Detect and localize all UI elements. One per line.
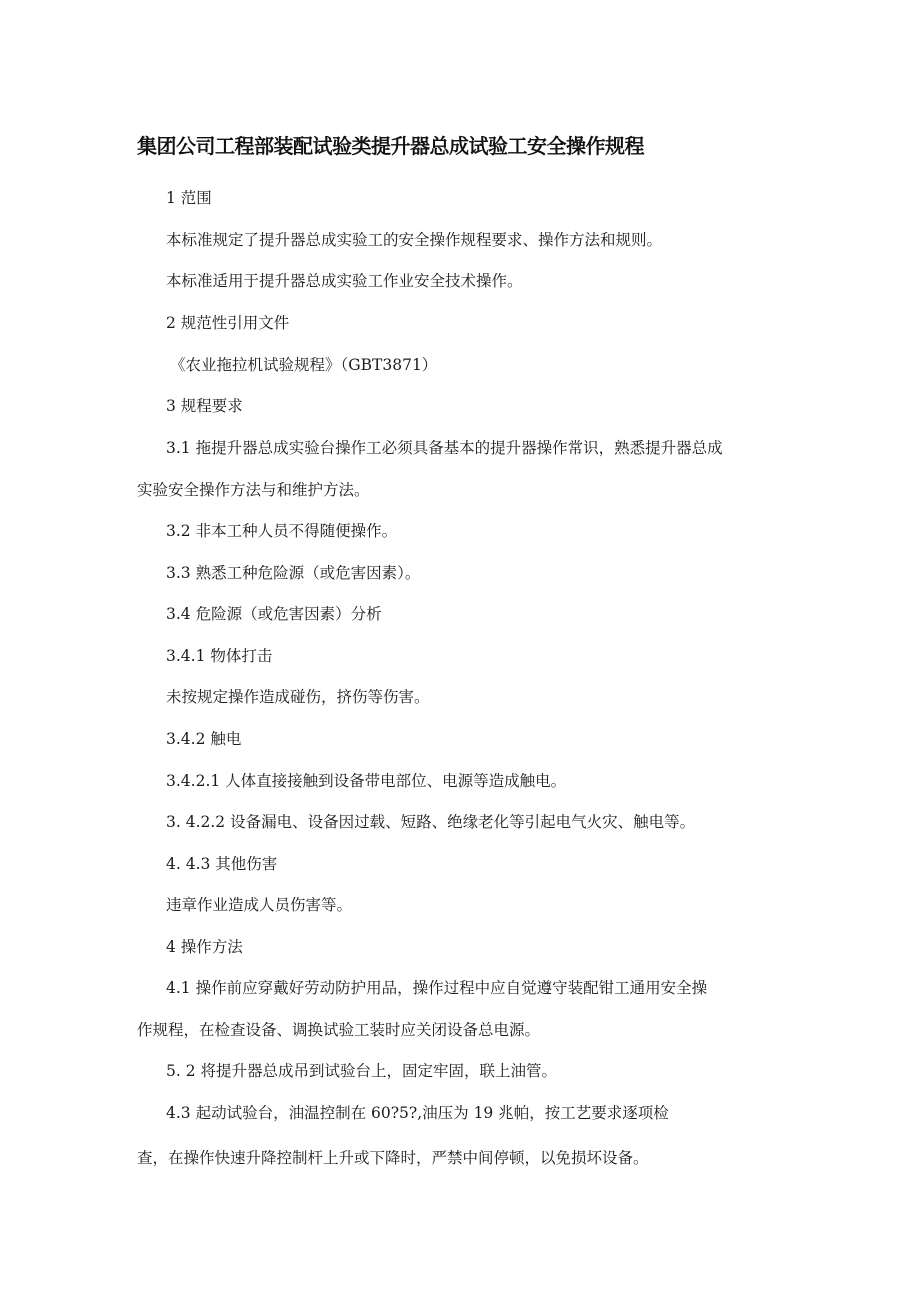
- section-heading-scope: 1 范围: [166, 189, 212, 207]
- paragraph-line: 3.2 非本工种人员不得随便操作。: [166, 522, 398, 540]
- paragraph-line: 3.1 拖提升器总成实验台操作工必须具备基本的提升器操作常识，熟悉提升器总成: [166, 439, 723, 457]
- paragraph-line: 3.4.2.1 人体直接接触到设备带电部位、电源等造成触电。: [166, 772, 567, 790]
- paragraph-line: 本标准规定了提升器总成实验工的安全操作规程要求、操作方法和规则。: [166, 231, 663, 249]
- paragraph-line: 5. 2 将提升器总成吊到试验台上，固定牢固，联上油管。: [166, 1062, 558, 1080]
- paragraph-line: 未按规定操作造成碰伤，挤伤等伤害。: [166, 688, 430, 706]
- section-heading-requirements: 3 规程要求: [166, 397, 243, 415]
- paragraph-line: 查，在操作快速升降控制杆上升或下降时，严禁中间停顿，以免损坏设备。: [137, 1149, 649, 1167]
- paragraph-line: 3.3 熟悉工种危险源（或危害因素）。: [166, 564, 421, 582]
- paragraph-line: 4.3 起动试验台，油温控制在 60?5?,油压为 19 兆帕，按工艺要求逐项检: [166, 1104, 669, 1122]
- section-heading-methods: 4 操作方法: [166, 938, 243, 956]
- paragraph-line: 作规程，在检查设备、调换试验工装时应关闭设备总电源。: [137, 1021, 541, 1039]
- paragraph-line: 4.1 操作前应穿戴好劳动防护用品，操作过程中应自觉遵守装配钳工通用安全操: [166, 979, 708, 997]
- paragraph-line: 3.4 危险源（或危害因素）分析: [166, 605, 382, 623]
- paragraph-line: 违章作业造成人员伤害等。: [166, 896, 353, 914]
- paragraph-line: 3.4.1 物体打击: [166, 647, 273, 665]
- document-title: 集团公司工程部装配试验类提升器总成试验工安全操作规程: [137, 134, 644, 158]
- paragraph-line: 4. 4.3 其他伤害: [166, 855, 278, 873]
- paragraph-line: 实验安全操作方法与和维护方法。: [137, 481, 370, 499]
- paragraph-line: 3.4.2 触电: [166, 730, 242, 748]
- paragraph-line: 本标准适用于提升器总成实验工作业安全技术操作。: [166, 272, 523, 290]
- reference-line: 《农业拖拉机试验规程》（GBT3871）: [170, 356, 438, 374]
- paragraph-line: 3. 4.2.2 设备漏电、设备因过载、短路、绝缘老化等引起电气火灾、触电等。: [166, 813, 696, 831]
- section-heading-references: 2 规范性引用文件: [166, 314, 290, 332]
